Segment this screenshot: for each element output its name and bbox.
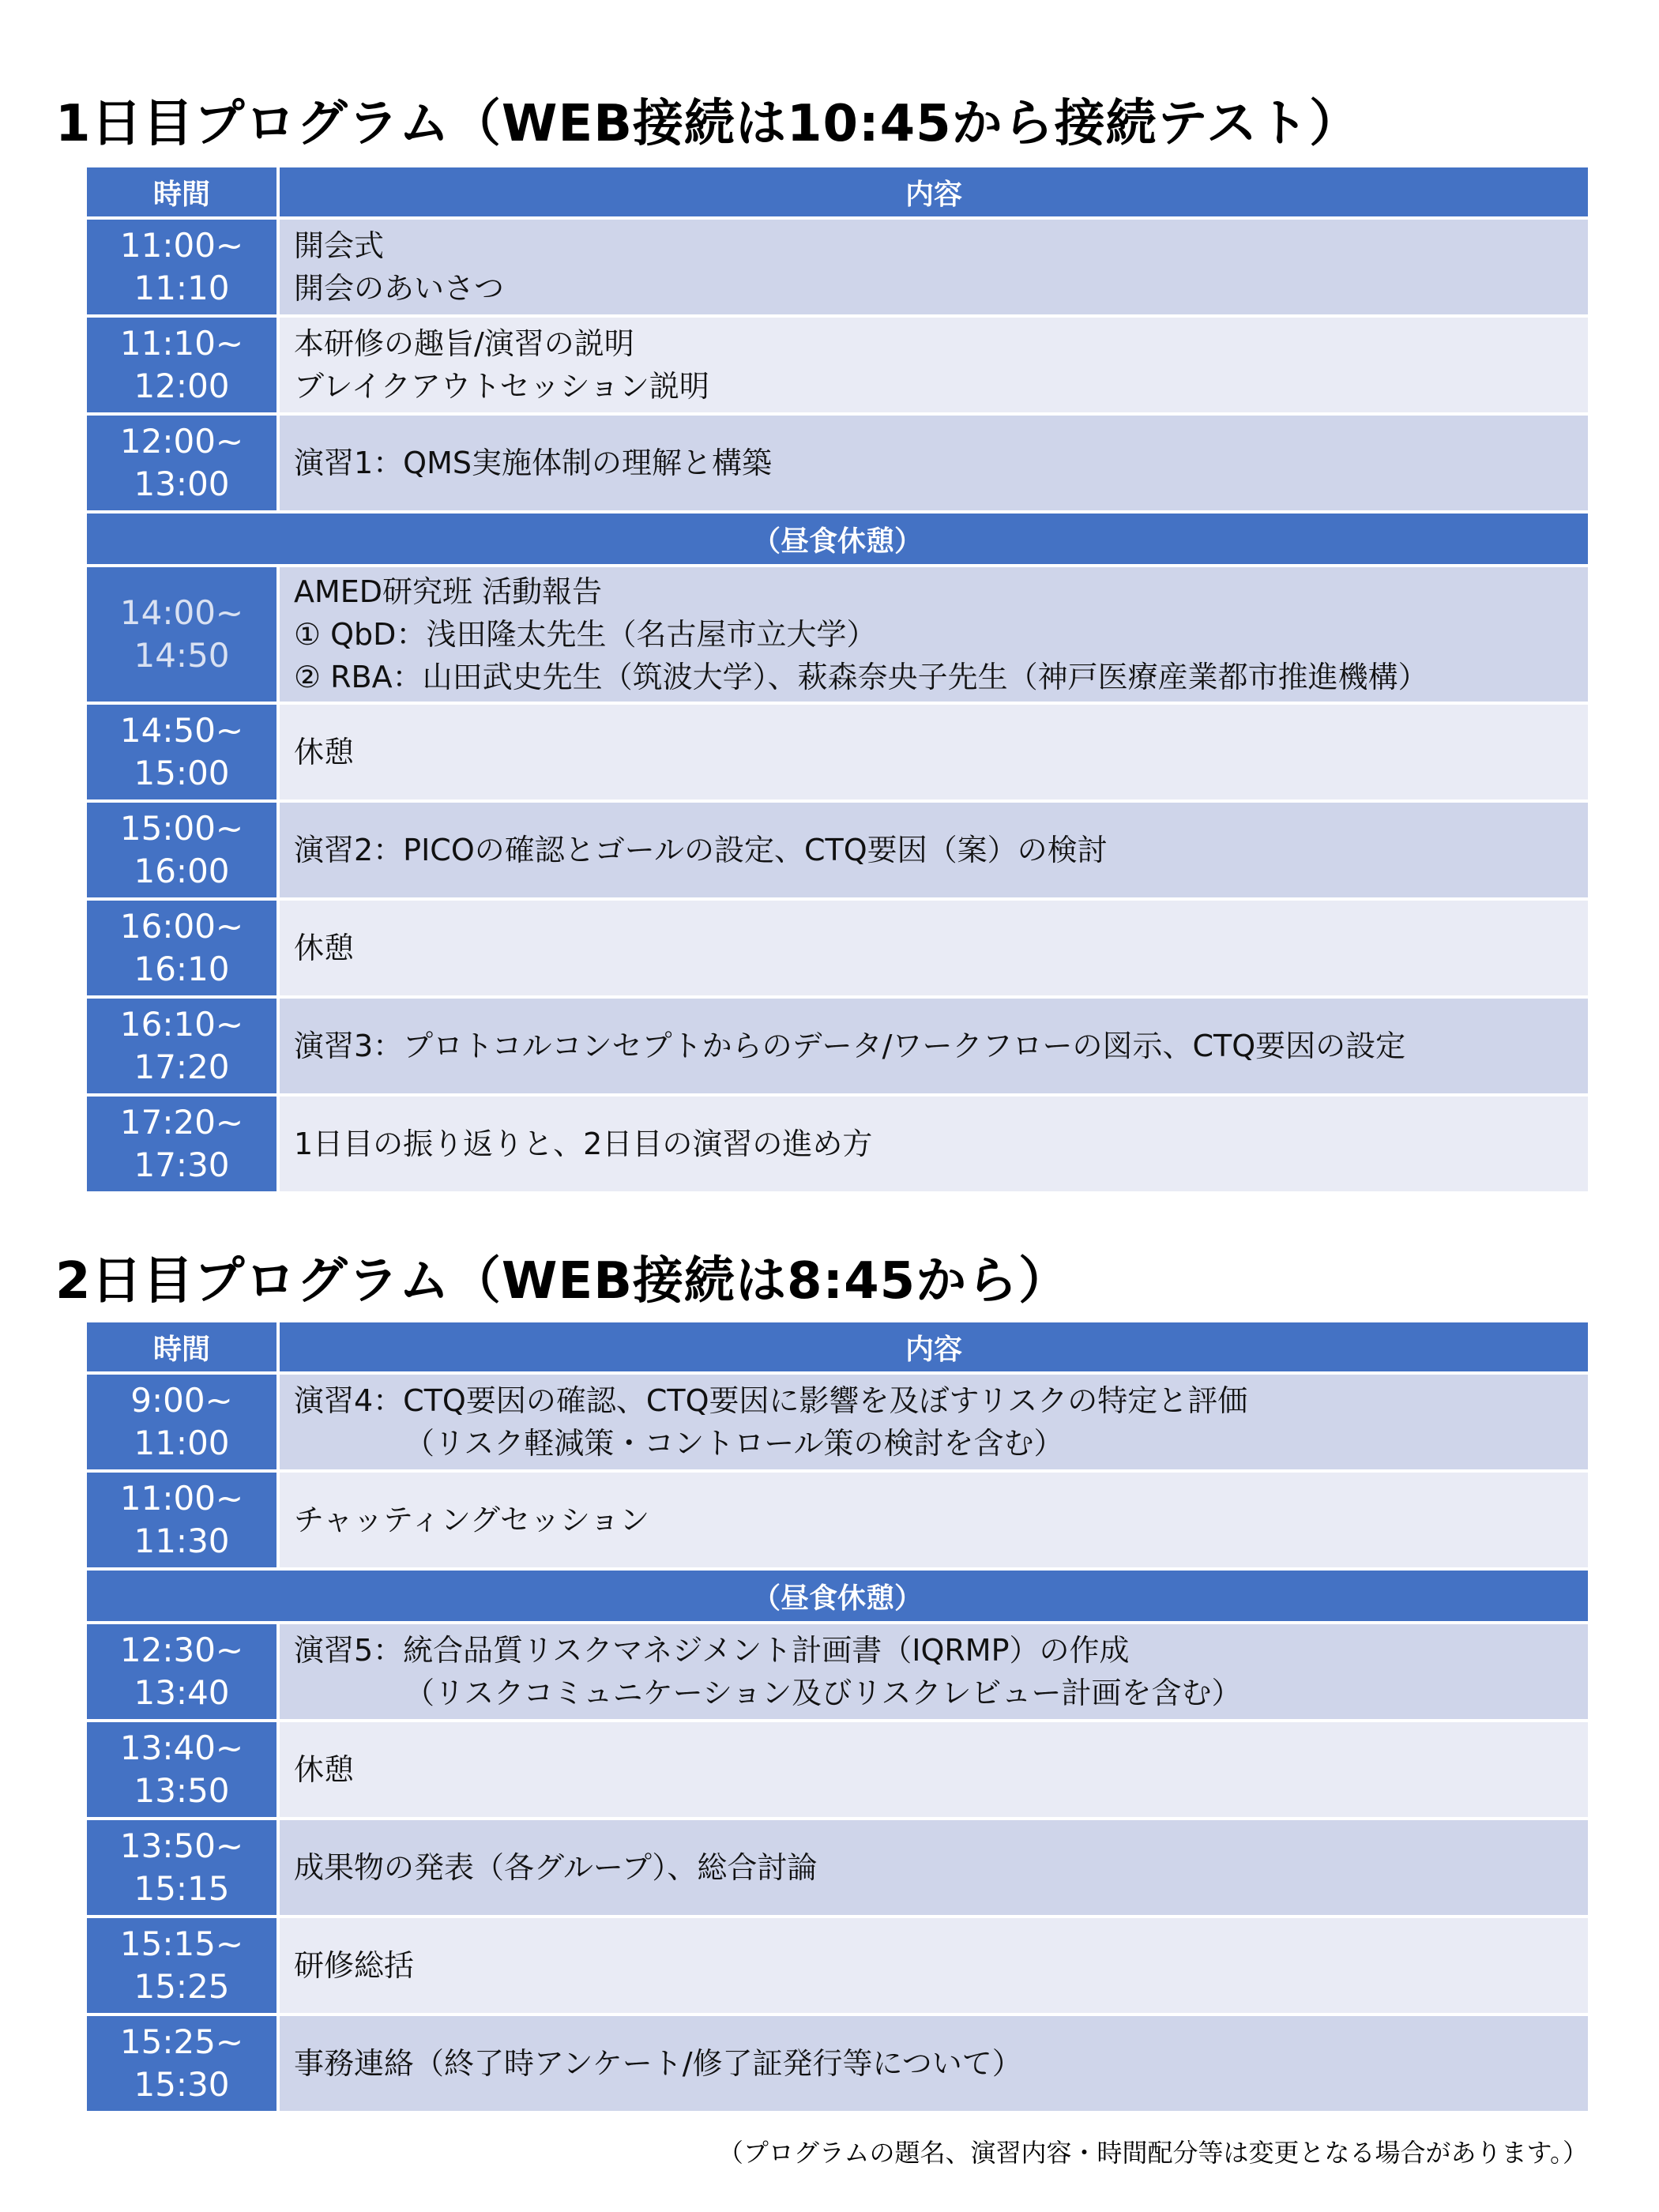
- table-row: [87, 220, 1588, 314]
- start-time: 15:15~: [119, 1924, 244, 1963]
- start-time: 11:10~: [119, 324, 244, 363]
- start-time: 14:50~: [119, 711, 244, 750]
- start-time: 16:10~: [119, 1005, 244, 1044]
- content-line: 開会式: [294, 228, 385, 263]
- content-line: チャッティングセッション: [294, 1503, 650, 1537]
- table-row: [87, 1375, 1588, 1469]
- time-cell: [87, 220, 276, 314]
- lunch-break-row: [87, 1571, 1588, 1621]
- content-cell: [276, 705, 1588, 799]
- table-row: [87, 416, 1588, 510]
- end-time: 11:30: [134, 1522, 230, 1560]
- table-row: [87, 1097, 1588, 1191]
- content-line: AMED研究班 活動報告: [294, 574, 603, 609]
- day2-heading: 2日目プログラム（WEB接続は8:45から）: [55, 1252, 1070, 1311]
- end-time: 15:00: [134, 754, 230, 792]
- start-time: 15:00~: [119, 809, 244, 848]
- day2-program-table: [87, 1319, 1588, 2114]
- table-row: [87, 803, 1588, 897]
- start-time: 12:30~: [119, 1631, 244, 1669]
- end-time: 12:00: [134, 367, 230, 405]
- content-cell: [276, 1918, 1588, 2013]
- time-cell: [87, 1918, 276, 2013]
- start-time: 15:25~: [119, 2022, 244, 2061]
- table-row: [87, 2016, 1588, 2111]
- content-line: 演習4：CTQ要因の確認、CTQ要因に影響を及ぼすリスクの特定と評価: [294, 1383, 1248, 1418]
- content-cell: [276, 901, 1588, 995]
- start-time: 13:50~: [119, 1826, 244, 1865]
- content-line: 休憩: [294, 931, 355, 965]
- table-row: [87, 901, 1588, 995]
- time-cell: [87, 803, 276, 897]
- content-line: ② RBA：山田武史先生（筑波大学）、萩森奈央子先生（神戸医療産業都市推進機構）: [294, 660, 1428, 694]
- end-time: 17:20: [134, 1048, 230, 1086]
- end-time: 11:10: [134, 269, 230, 307]
- content-cell: [276, 318, 1588, 412]
- content-cell: [276, 1624, 1588, 1719]
- end-time: 17:30: [134, 1146, 230, 1184]
- content-line: 研修総括: [294, 1948, 415, 1983]
- content-line: 休憩: [294, 1752, 355, 1787]
- start-time: 17:20~: [119, 1103, 244, 1142]
- content-line: 本研修の趣旨/演習の説明: [294, 326, 634, 361]
- time-cell: [87, 999, 276, 1093]
- time-column-header: 時間: [87, 1322, 276, 1371]
- content-column-header: 内容: [276, 1322, 1588, 1371]
- start-time: 16:00~: [119, 907, 244, 946]
- time-cell: [87, 1624, 276, 1719]
- table-row: [87, 1918, 1588, 2013]
- end-time: 13:00: [134, 465, 230, 503]
- start-time: 11:00~: [119, 1479, 244, 1518]
- content-cell: [276, 220, 1588, 314]
- footnote: （プログラムの題名、演習内容・時間配分等は変更となる場合があります。）: [717, 2138, 1588, 2168]
- time-cell: [87, 1375, 276, 1469]
- time-cell: [87, 1722, 276, 1817]
- content-cell: [276, 1722, 1588, 1817]
- table-header-row: [87, 167, 1588, 216]
- end-time: 16:10: [134, 950, 230, 988]
- content-cell: [276, 1473, 1588, 1567]
- content-line: 演習5：統合品質リスクマネジメント計画書（IQRMP）の作成: [294, 1633, 1130, 1668]
- content-line: （リスク軽減策・コントロール策の検討を含む）: [404, 1426, 1064, 1461]
- content-cell: [276, 1097, 1588, 1191]
- time-cell: [87, 2016, 276, 2111]
- time-cell: [87, 416, 276, 510]
- content-column-header: 内容: [276, 167, 1588, 216]
- time-column-header: 時間: [87, 167, 276, 216]
- time-cell: [87, 567, 276, 702]
- day1-heading: 1日目プログラム（WEB接続は10:45から接続テスト）: [55, 95, 1361, 153]
- table-row: [87, 705, 1588, 799]
- content-cell: [276, 416, 1588, 510]
- end-time: 16:00: [134, 852, 230, 890]
- content-line: 演習1：QMS実施体制の理解と構築: [294, 446, 772, 480]
- day1-program-table: [87, 164, 1588, 1194]
- start-time: 14:00~: [119, 593, 244, 632]
- time-cell: [87, 1820, 276, 1915]
- table-row: [87, 567, 1588, 702]
- table-row: [87, 1722, 1588, 1817]
- time-cell: [87, 1097, 276, 1191]
- table-header-row: [87, 1322, 1588, 1371]
- content-line: 演習3：プロトコルコンセプトからのデータ/ワークフローの図示、CTQ要因の設定: [294, 1029, 1406, 1063]
- lunch-break-row: [87, 514, 1588, 564]
- table-row: [87, 1820, 1588, 1915]
- content-cell: [276, 1375, 1588, 1469]
- content-line: 1日目の振り返りと、2日目の演習の進め方: [294, 1127, 873, 1161]
- content-cell: [276, 999, 1588, 1093]
- start-time: 12:00~: [119, 422, 244, 461]
- content-line: 成果物の発表（各グループ）、総合討論: [294, 1850, 818, 1885]
- content-cell: [276, 2016, 1588, 2111]
- start-time: 13:40~: [119, 1729, 244, 1767]
- time-cell: [87, 705, 276, 799]
- end-time: 14:50: [134, 636, 230, 675]
- content-line: 事務連絡（終了時アンケート/修了証発行等について）: [294, 2046, 1022, 2081]
- end-time: 13:40: [134, 1673, 230, 1712]
- start-time: 9:00~: [130, 1381, 233, 1420]
- content-cell: [276, 1820, 1588, 1915]
- time-cell: [87, 901, 276, 995]
- content-line: ブレイクアウトセッション説明: [294, 369, 709, 404]
- content-line: 休憩: [294, 735, 355, 769]
- end-time: 11:00: [134, 1424, 230, 1462]
- content-line: 開会のあいさつ: [294, 271, 505, 306]
- table-row: [87, 1473, 1588, 1567]
- lunch-break-label: （昼食休憩）: [87, 1571, 1588, 1621]
- start-time: 11:00~: [119, 226, 244, 265]
- time-cell: [87, 318, 276, 412]
- content-cell: [276, 567, 1588, 702]
- content-cell: [276, 803, 1588, 897]
- table-row: [87, 318, 1588, 412]
- lunch-break-label: （昼食休憩）: [87, 514, 1588, 564]
- content-line: 演習2：PICOの確認とゴールの設定、CTQ要因（案）の検討: [294, 833, 1108, 867]
- end-time: 15:30: [134, 2065, 230, 2104]
- end-time: 13:50: [134, 1771, 230, 1810]
- time-cell: [87, 1473, 276, 1567]
- end-time: 15:25: [134, 1967, 230, 2006]
- content-line: ① QbD：浅田隆太先生（名古屋市立大学）: [294, 617, 877, 652]
- table-row: [87, 1624, 1588, 1719]
- content-line: （リスクコミュニケーション及びリスクレビュー計画を含む）: [404, 1676, 1242, 1710]
- table-row: [87, 999, 1588, 1093]
- end-time: 15:15: [134, 1869, 230, 1908]
